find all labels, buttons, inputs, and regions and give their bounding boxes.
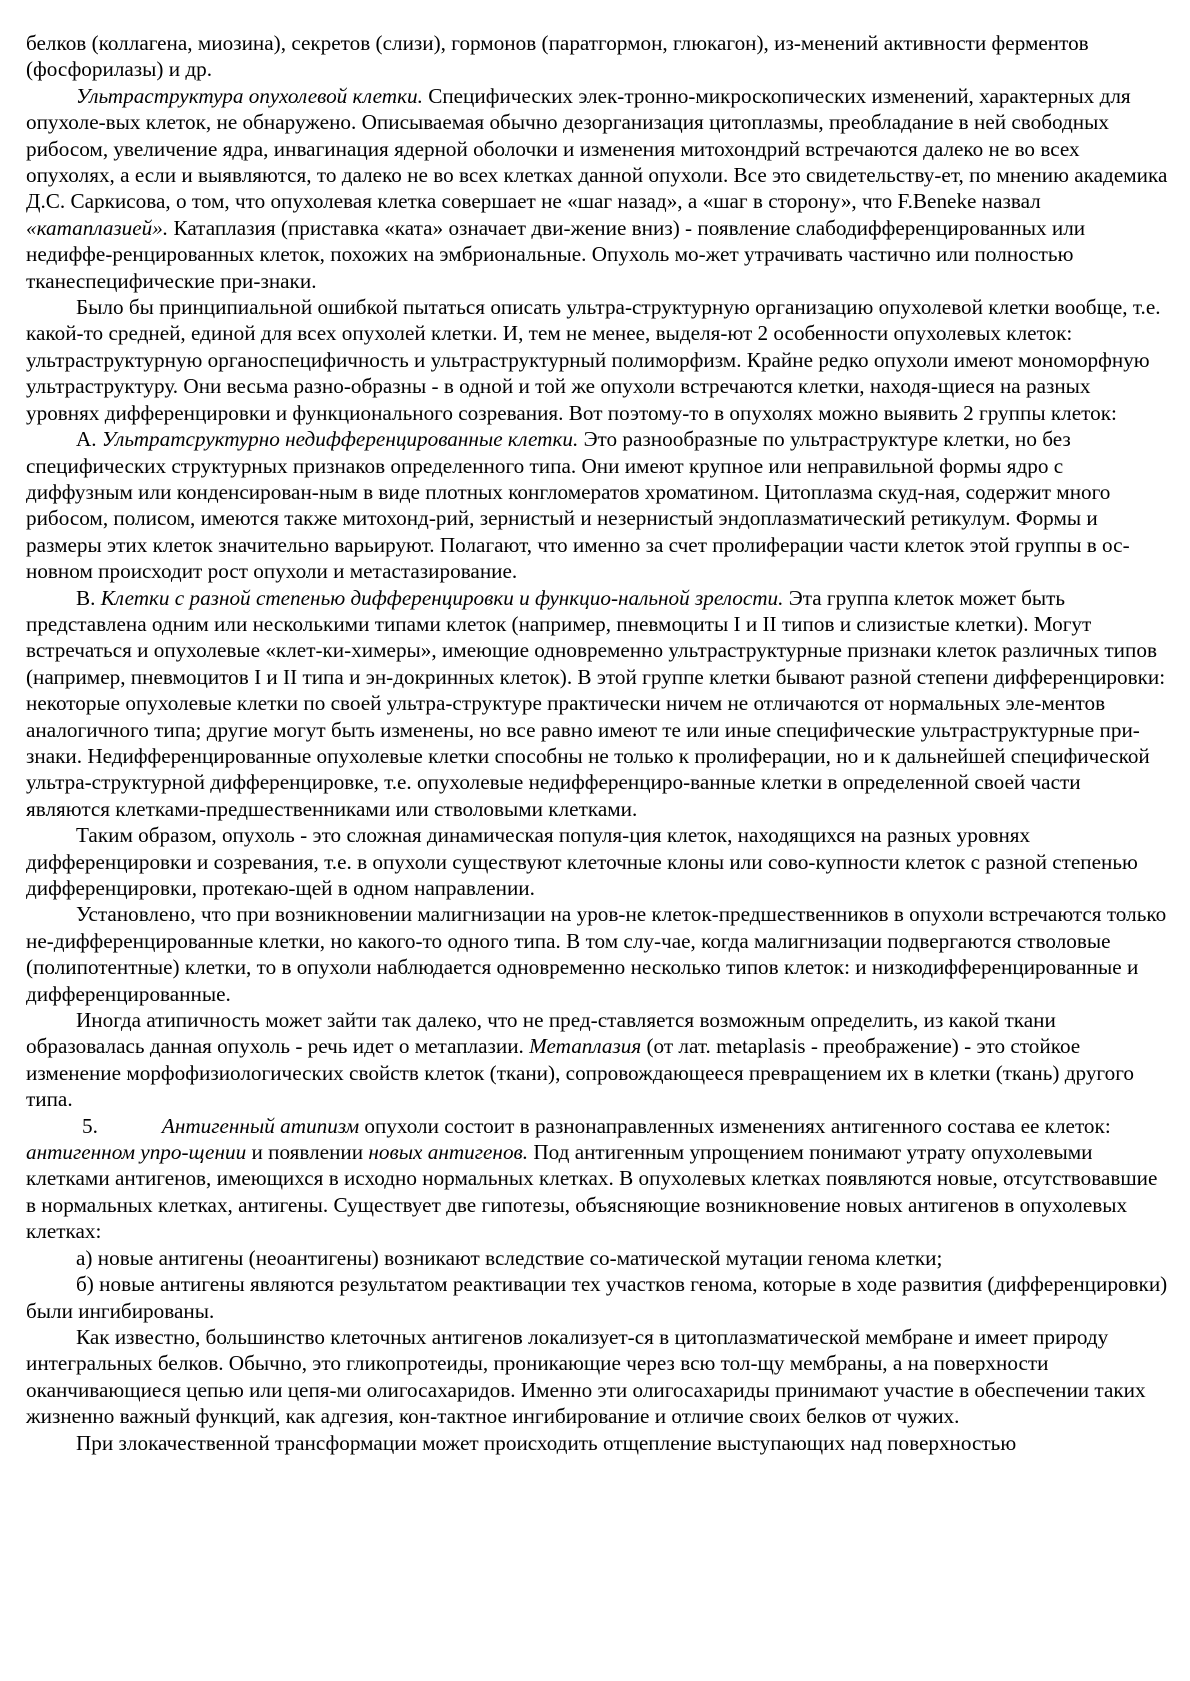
list-marker-a: А. bbox=[76, 427, 102, 452]
section-title-ultrastructure: Ультраструктура опухолевой клетки. bbox=[76, 83, 423, 108]
paragraph-text: опухоли состоит в разнонаправленных изменениях антигенного состава ее клеток: bbox=[359, 1113, 1111, 1138]
term-cataplasia: «катаплазией». bbox=[26, 215, 169, 240]
section-title-antigenic: Антигенный атипизм bbox=[161, 1113, 360, 1138]
paragraph-ultrastructure bbox=[26, 83, 1168, 294]
paragraph-text: Это разнообразные по ультраструктуре клетки, но без специфических структурных признаков определенного типа. Они имеют крупное или неправильной формы ядро с диффузным или конденсирован-ным в виде плотных конгломератов хроматином. Цитоплазма скуд-ная, содержит много рибосом, полисом, имеются также митохонд-рий, зернистый и незернистый эндоплазматический ретикулум. Формы и размеры этих клеток значительно варьируют. Полагают, что именно за счет пролиферации части клеток этой группы в ос-новном происходит рост опухоли и метастазирование. bbox=[26, 427, 1130, 584]
paragraph-metaplasia bbox=[26, 1007, 1168, 1113]
group-b-title: Клетки с разной степенью дифференцировки и функцио-нальной зрелости. bbox=[100, 585, 784, 610]
paragraph-5: Таким образом, опухоль - это сложная динамическая популя-ция клеток, находящихся на разных уровнях дифференцировки и созревания, т.е. в опухоли существуют клеточные клоны или сово-купности клеток с разной степенью дифференцировки, протекаю-щей в одном направлении. bbox=[26, 823, 1138, 900]
paragraph-12: При злокачественной трансформации может происходить отщепление выступающих над поверхностью bbox=[76, 1430, 1017, 1455]
paragraph-text: Специфических элек-тронно-микроскопических изменений, характерных для опухоле-вых клеток, не обнаружено. Описываемая обычно дезорганизация цитоплазмы, преобладание в ней свободных рибосом, увеличение ядра, инвагинация ядерной оболочки и изменения митохондрий встречаются далеко не во всех опухолях, а если и выявляются, то далеко не во всех клетках данной опухоли. Все это свидетельству-ет, по мнению академика Д.С. Саркисова, о том, что опухолевая клетка совершает не «шаг назад», а «шаг в сторону», что F.Beneke назвал bbox=[26, 83, 1168, 214]
paragraph-group-a bbox=[26, 426, 1168, 584]
list-item-b: б) новые антигены являются результатом реактивации тех участков генома, которые в ходе развития (дифференцировки) были ингибированы. bbox=[26, 1272, 1168, 1323]
paragraph-2: Было бы принципиальной ошибкой пытаться описать ультра-структурную организацию опухолевой клетки вообще, т.е. какой-то средней, единой для всех опухолей клетки. И, тем не менее, выделя-ют 2 особенности опухолевых клеток: ультраструктурную органоспецифичность и ультраструктурный полиморфизм. Крайне редко опухоли имеют мономорфную ультраструктуру. Они весьма разно-образны - в одной и той же опухоли встречаются клетки, находя-щиеся на разных уровнях дифференцировки и функционального созревания. Вот поэтому-то в опухолях можно выявить 2 группы клеток: bbox=[26, 295, 1161, 425]
paragraph-text: Катаплазия (приставка «ката» означает дви-жение вниз) - появление слабодифференцированных или недиффе-ренцированных клеток, похожих на эмбриональные. Опухоль мо-жет утрачивать частично или полностью тканеспецифические при-знаки. bbox=[26, 215, 1086, 293]
term-antigenic-simplification: антигенном упро-щении bbox=[26, 1140, 247, 1165]
paragraph-11: Как известно, большинство клеточных антигенов локализует-ся в цитоплазматической мембране и имеет природу интегральных белков. Обычно, это гликопротеиды, проникающие через всю тол-щу мембраны, а на поверхности оканчивающиеся цепью или цепя-ми олигосахаридов. Именно эти олигосахариды принимают участие в обеспечении таких жизненно важный функций, как адгезия, кон-тактное ингибирование и отличие своих белков от чужих. bbox=[26, 1324, 1146, 1429]
term-metaplasia: Метаплазия bbox=[529, 1034, 642, 1059]
paragraph-0: белков (коллагена, миозина), секретов (слизи), гормонов (паратгормон, глюкагон), из-менений активности ферментов (фосфорилазы) и др. bbox=[26, 31, 1089, 82]
list-item-a: а) новые антигены (неоантигены) возникают вследствие со-матической мутации генома клетки; bbox=[76, 1245, 943, 1270]
paragraph-text: Под антигенным упрощением понимают утрату опухолевыми клетками антигенов, имеющихся в исходно нормальных клетках. В опухолевых клетках появляются новые, отсутствовавшие в нормальных клетках, антигены. Существует две гипотезы, объясняющие возникновение новых антигенов в опухолевых клетках: bbox=[26, 1140, 1158, 1244]
paragraph-6: Установлено, что при возникновении малигнизации на уров-не клеток-предшественников в опухоли встречаются только не-дифференцированные клетки, но какого-то одного типа. В том слу-чае, когда малигнизации подвергаются стволовые (полипотентные) клетки, то в опухоли наблюдается одновременно несколько типов клеток: и низкодифференцированные и дифференцированные. bbox=[26, 902, 1167, 1006]
document-page bbox=[26, 30, 1168, 1456]
list-marker-b: В. bbox=[76, 585, 101, 610]
paragraph-antigenic-atypism bbox=[26, 1113, 1168, 1245]
paragraph-text: (от лат. metaplasis - преображение) - это стойкое изменение морфофизиологических свойств клеток (ткани), сопровождающееся превращением их в клетки (ткань) другого типа. bbox=[26, 1034, 1134, 1112]
paragraph-text: и появлении bbox=[246, 1140, 369, 1165]
paragraph-text: Иногда атипичность может зайти так далеко, что не пред-ставляется возможным определить, из какой ткани образовалась данная опухоль - речь идет о метаплазии. bbox=[26, 1008, 1056, 1059]
group-a-title: Ультратсруктурно недифференцированные клетки. bbox=[101, 427, 579, 452]
paragraph-text: Эта группа клеток может быть представлена одним или несколькими типами клеток (например, пневмоциты I и II типов и слизистые клетки). Могут встречаться и опухолевые «клет-ки-химеры», имеющие одновременно ультраструктурные признаки клеток различных типов (например, пневмоцитов I и II типа и эн-докринных клеток). В этой группе клетки бывают разной степени дифференцировки: некоторые опухолевые клетки по своей ультра-структуре практически ничем не отличаются от нормальных эле-ментов аналогичного типа; другие могут быть изменены, но все равно имеют те или иные специфические ультраструктурные при-знаки. Недифференцированные опухолевые клетки способны не только к пролиферации, но и к дальнейшей специфической ультра-структурной дифференцировке, т.е. опухолевые недифференциро-ванные клетки в определенной своей части являются клетками-предшественниками или стволовыми клетками. bbox=[26, 585, 1166, 821]
paragraph-group-b bbox=[26, 585, 1168, 823]
section-number: 5. bbox=[82, 1113, 98, 1138]
term-new-antigens: новых антигенов. bbox=[368, 1140, 529, 1165]
